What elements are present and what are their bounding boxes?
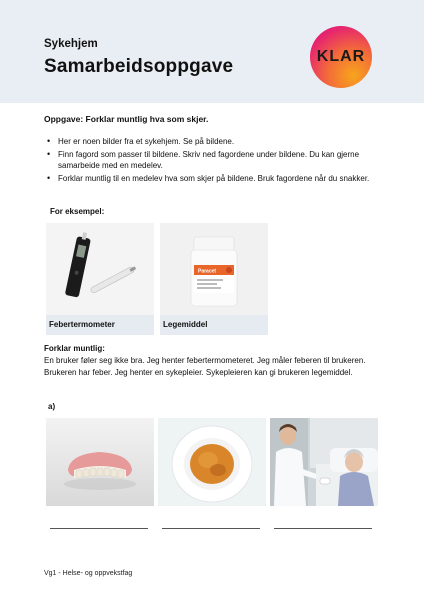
puree-bowl-photo <box>158 418 266 506</box>
explain-heading: Forklar muntlig: <box>44 344 105 353</box>
klar-logo <box>310 26 372 88</box>
example-label-medicine: Legemiddel <box>160 315 268 335</box>
instruction-list <box>44 136 374 185</box>
exercise-label: a) <box>48 402 56 411</box>
page-title: Samarbeidsoppgave <box>44 56 234 77</box>
instruction-item: • Finn fagord som passer til bildene. Skriv ned fagordene under bildene. Du kan gjerne samarbeide med en medelev. <box>44 149 374 172</box>
answer-line-1[interactable] <box>50 528 148 529</box>
example-card-medicine <box>160 223 268 335</box>
example-heading: For eksempel: <box>50 207 105 216</box>
instruction-item: • Her er noen bilder fra et sykehjem. Se på bildene. <box>44 136 374 148</box>
thermometer-photo <box>46 223 154 315</box>
medicine-bottle-photo <box>160 223 268 315</box>
page-header <box>0 0 424 103</box>
page-footer: Vg1 - Helse- og oppvekstfag <box>44 570 133 577</box>
example-card-thermometer <box>46 223 154 335</box>
instruction-item: • Forklar muntlig til en medelev hva som skjer på bildene. Bruk fagordene når du snakker. <box>44 173 374 185</box>
task-heading: Oppgave: Forklar muntlig hva som skjer. <box>44 114 209 124</box>
logo-text: KLAR <box>316 48 366 65</box>
dentures-photo <box>46 418 154 506</box>
example-label-thermometer: Febertermometer <box>46 315 154 335</box>
bottle-brand-text: Paracet <box>198 268 217 275</box>
answer-line-3[interactable] <box>274 528 372 529</box>
page-subtitle: Sykehjem <box>44 38 98 50</box>
nurse-and-resident-photo <box>270 418 378 506</box>
explain-text: En bruker føler seg ikke bra. Jeg henter febertermometeret. Jeg måler feberen til brukeren. Brukeren har feber. Jeg henter en sykepleier. Sykepleieren kan gi brukeren legemiddel. <box>44 356 366 377</box>
answer-line-2[interactable] <box>162 528 260 529</box>
